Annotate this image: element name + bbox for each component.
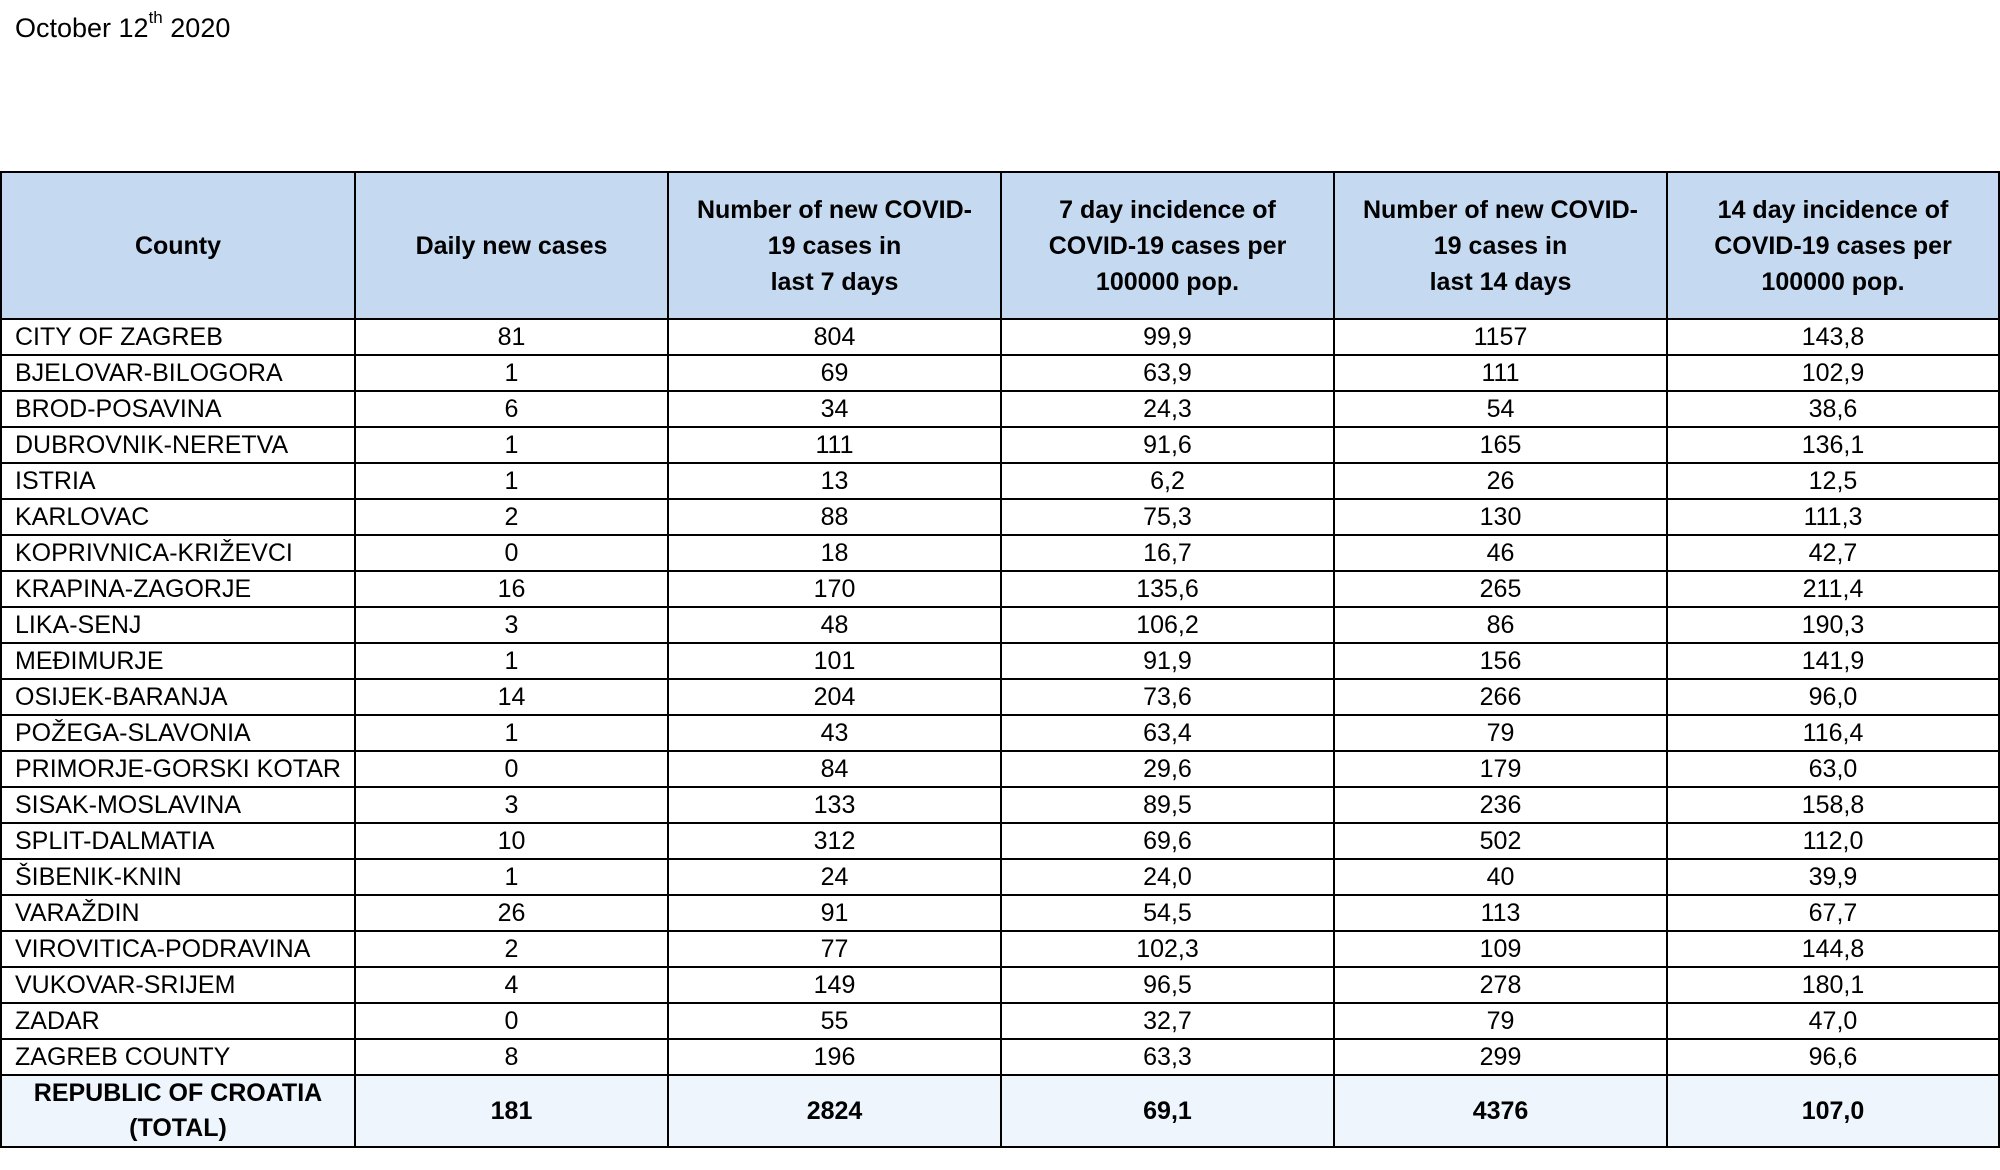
cell-incidence-14-days: 112,0 (1667, 823, 1999, 859)
cell-county: KOPRIVNICA-KRIŽEVCI (1, 535, 355, 571)
cell-new-cases-14-days: 1157 (1334, 319, 1667, 355)
cell-daily-new-cases: 14 (355, 679, 668, 715)
cell-daily-new-cases: 1 (355, 355, 668, 391)
cell-new-cases-14-days: 113 (1334, 895, 1667, 931)
cell-daily-new-cases: 2 (355, 499, 668, 535)
cell-incidence-14-days: 39,9 (1667, 859, 1999, 895)
cell-daily-new-cases: 3 (355, 607, 668, 643)
cell-county: ZAGREB COUNTY (1, 1039, 355, 1075)
table-row (1, 319, 1999, 355)
cell-county: DUBROVNIK-NERETVA (1, 427, 355, 463)
header-incidence-14-days: 14 day incidence of COVID-19 cases per 100000 pop. (1667, 172, 1999, 319)
cell-new-cases-14-days: 156 (1334, 643, 1667, 679)
table-row (1, 1039, 1999, 1075)
cell-incidence-7-days: 29,6 (1001, 751, 1334, 787)
cell-incidence-14-days: 47,0 (1667, 1003, 1999, 1039)
cell-new-cases-14-days: 236 (1334, 787, 1667, 823)
cell-new-cases-7-days: 170 (668, 571, 1001, 607)
cell-county: SISAK-MOSLAVINA (1, 787, 355, 823)
cell-new-cases-14-days: 266 (1334, 679, 1667, 715)
cell-incidence-14-days: 63,0 (1667, 751, 1999, 787)
cell-incidence-14-days: 42,7 (1667, 535, 1999, 571)
cell-daily-new-cases: 6 (355, 391, 668, 427)
cell-incidence-14-days: 141,9 (1667, 643, 1999, 679)
cell-incidence-14-days: 143,8 (1667, 319, 1999, 355)
cell-new-cases-14-days: 109 (1334, 931, 1667, 967)
cell-new-cases-7-days: 84 (668, 751, 1001, 787)
table-body (1, 319, 1999, 1075)
cell-daily-new-cases: 10 (355, 823, 668, 859)
cell-incidence-7-days: 89,5 (1001, 787, 1334, 823)
cell-daily-new-cases: 1 (355, 427, 668, 463)
cell-daily-new-cases: 0 (355, 535, 668, 571)
cell-daily-new-cases: 16 (355, 571, 668, 607)
cell-new-cases-14-days: 278 (1334, 967, 1667, 1003)
cell-new-cases-7-days: 43 (668, 715, 1001, 751)
date-year: 2020 (170, 13, 231, 43)
table-row (1, 607, 1999, 643)
cell-incidence-14-days: 102,9 (1667, 355, 1999, 391)
table-row (1, 571, 1999, 607)
table-row (1, 355, 1999, 391)
cell-county: MEĐIMURJE (1, 643, 355, 679)
cell-incidence-14-days: 158,8 (1667, 787, 1999, 823)
cell-new-cases-14-days: 299 (1334, 1039, 1667, 1075)
cell-new-cases-7-days: 101 (668, 643, 1001, 679)
cell-new-cases-7-days: 88 (668, 499, 1001, 535)
cell-incidence-7-days: 96,5 (1001, 967, 1334, 1003)
cell-incidence-7-days: 63,4 (1001, 715, 1334, 751)
cell-incidence-7-days: 63,9 (1001, 355, 1334, 391)
header-county: County (1, 172, 355, 319)
cell-new-cases-14-days: 79 (1334, 1003, 1667, 1039)
total-new-cases-7-days: 2824 (668, 1075, 1001, 1147)
cell-incidence-7-days: 75,3 (1001, 499, 1334, 535)
cell-new-cases-7-days: 804 (668, 319, 1001, 355)
table-row (1, 823, 1999, 859)
cell-new-cases-14-days: 502 (1334, 823, 1667, 859)
cell-new-cases-7-days: 55 (668, 1003, 1001, 1039)
cell-incidence-7-days: 63,3 (1001, 1039, 1334, 1075)
cell-incidence-14-days: 111,3 (1667, 499, 1999, 535)
cell-county: ISTRIA (1, 463, 355, 499)
cell-incidence-7-days: 102,3 (1001, 931, 1334, 967)
cell-incidence-14-days: 67,7 (1667, 895, 1999, 931)
header-daily-new-cases: Daily new cases (355, 172, 668, 319)
cell-incidence-7-days: 32,7 (1001, 1003, 1334, 1039)
cell-daily-new-cases: 1 (355, 463, 668, 499)
header-incidence-7-days: 7 day incidence of COVID-19 cases per 100000 pop. (1001, 172, 1334, 319)
cell-county: BJELOVAR-BILOGORA (1, 355, 355, 391)
cell-county: VUKOVAR-SRIJEM (1, 967, 355, 1003)
cell-daily-new-cases: 0 (355, 751, 668, 787)
cell-incidence-7-days: 54,5 (1001, 895, 1334, 931)
cell-county: VIROVITICA-PODRAVINA (1, 931, 355, 967)
cell-incidence-14-days: 96,0 (1667, 679, 1999, 715)
table-row (1, 787, 1999, 823)
table-header (1, 172, 1999, 319)
cell-incidence-14-days: 96,6 (1667, 1039, 1999, 1075)
cell-new-cases-7-days: 77 (668, 931, 1001, 967)
table-row (1, 1003, 1999, 1039)
cell-incidence-14-days: 144,8 (1667, 931, 1999, 967)
table-row (1, 931, 1999, 967)
cell-incidence-7-days: 73,6 (1001, 679, 1334, 715)
cell-daily-new-cases: 2 (355, 931, 668, 967)
table-row (1, 463, 1999, 499)
cell-county: CITY OF ZAGREB (1, 319, 355, 355)
cell-new-cases-14-days: 86 (1334, 607, 1667, 643)
table-row (1, 427, 1999, 463)
cell-daily-new-cases: 3 (355, 787, 668, 823)
cell-incidence-14-days: 180,1 (1667, 967, 1999, 1003)
table-row (1, 643, 1999, 679)
cell-county: SPLIT-DALMATIA (1, 823, 355, 859)
cell-incidence-7-days: 106,2 (1001, 607, 1334, 643)
table-footer (1, 1075, 1999, 1147)
total-daily-new-cases: 181 (355, 1075, 668, 1147)
cell-incidence-7-days: 69,6 (1001, 823, 1334, 859)
total-incidence-14-days: 107,0 (1667, 1075, 1999, 1147)
cell-new-cases-7-days: 149 (668, 967, 1001, 1003)
date-ordinal-suffix: th (148, 8, 163, 27)
cell-new-cases-7-days: 24 (668, 859, 1001, 895)
cell-daily-new-cases: 1 (355, 859, 668, 895)
cell-new-cases-7-days: 48 (668, 607, 1001, 643)
cell-incidence-14-days: 211,4 (1667, 571, 1999, 607)
cell-county: OSIJEK-BARANJA (1, 679, 355, 715)
cell-new-cases-7-days: 34 (668, 391, 1001, 427)
cell-new-cases-14-days: 40 (1334, 859, 1667, 895)
cell-new-cases-14-days: 265 (1334, 571, 1667, 607)
cell-incidence-14-days: 190,3 (1667, 607, 1999, 643)
cell-new-cases-14-days: 179 (1334, 751, 1667, 787)
cell-county: POŽEGA-SLAVONIA (1, 715, 355, 751)
cell-daily-new-cases: 81 (355, 319, 668, 355)
cell-county: ŠIBENIK-KNIN (1, 859, 355, 895)
cell-new-cases-7-days: 91 (668, 895, 1001, 931)
total-row (1, 1075, 1999, 1147)
total-incidence-7-days: 69,1 (1001, 1075, 1334, 1147)
cell-new-cases-7-days: 13 (668, 463, 1001, 499)
cell-daily-new-cases: 1 (355, 715, 668, 751)
table-row (1, 679, 1999, 715)
cell-new-cases-14-days: 54 (1334, 391, 1667, 427)
table-row (1, 751, 1999, 787)
cell-new-cases-14-days: 165 (1334, 427, 1667, 463)
cell-county: PRIMORJE-GORSKI KOTAR (1, 751, 355, 787)
cell-county: KRAPINA-ZAGORJE (1, 571, 355, 607)
cell-new-cases-7-days: 196 (668, 1039, 1001, 1075)
cell-incidence-14-days: 116,4 (1667, 715, 1999, 751)
table-row (1, 715, 1999, 751)
table-row (1, 895, 1999, 931)
header-new-cases-7-days: Number of new COVID- 19 cases in last 7 days (668, 172, 1001, 319)
cell-incidence-7-days: 99,9 (1001, 319, 1334, 355)
date-month-day: October 12 (15, 13, 149, 43)
header-new-cases-14-days: Number of new COVID- 19 cases in last 14 days (1334, 172, 1667, 319)
cell-new-cases-14-days: 130 (1334, 499, 1667, 535)
cell-incidence-7-days: 91,6 (1001, 427, 1334, 463)
cell-incidence-14-days: 136,1 (1667, 427, 1999, 463)
cell-incidence-14-days: 38,6 (1667, 391, 1999, 427)
cell-county: ZADAR (1, 1003, 355, 1039)
cell-incidence-7-days: 135,6 (1001, 571, 1334, 607)
cell-incidence-7-days: 6,2 (1001, 463, 1334, 499)
cell-daily-new-cases: 8 (355, 1039, 668, 1075)
table-row (1, 499, 1999, 535)
cell-new-cases-7-days: 133 (668, 787, 1001, 823)
cell-new-cases-14-days: 79 (1334, 715, 1667, 751)
cell-new-cases-14-days: 46 (1334, 535, 1667, 571)
covid-county-table (0, 171, 2000, 1148)
table-row (1, 535, 1999, 571)
cell-new-cases-7-days: 111 (668, 427, 1001, 463)
cell-daily-new-cases: 1 (355, 643, 668, 679)
cell-county: KARLOVAC (1, 499, 355, 535)
cell-new-cases-14-days: 26 (1334, 463, 1667, 499)
cell-daily-new-cases: 0 (355, 1003, 668, 1039)
cell-new-cases-7-days: 69 (668, 355, 1001, 391)
cell-new-cases-7-days: 312 (668, 823, 1001, 859)
cell-incidence-7-days: 91,9 (1001, 643, 1334, 679)
cell-incidence-7-days: 24,3 (1001, 391, 1334, 427)
cell-county: BROD-POSAVINA (1, 391, 355, 427)
header-row (1, 172, 1999, 319)
total-new-cases-14-days: 4376 (1334, 1075, 1667, 1147)
cell-incidence-7-days: 24,0 (1001, 859, 1334, 895)
table-row (1, 391, 1999, 427)
cell-new-cases-7-days: 204 (668, 679, 1001, 715)
table-row (1, 859, 1999, 895)
cell-county: LIKA-SENJ (1, 607, 355, 643)
cell-incidence-7-days: 16,7 (1001, 535, 1334, 571)
total-label: REPUBLIC OF CROATIA (TOTAL) (1, 1075, 355, 1147)
document-date (15, 8, 230, 48)
cell-daily-new-cases: 4 (355, 967, 668, 1003)
cell-new-cases-14-days: 111 (1334, 355, 1667, 391)
cell-county: VARAŽDIN (1, 895, 355, 931)
cell-daily-new-cases: 26 (355, 895, 668, 931)
cell-new-cases-7-days: 18 (668, 535, 1001, 571)
table-row (1, 967, 1999, 1003)
cell-incidence-14-days: 12,5 (1667, 463, 1999, 499)
